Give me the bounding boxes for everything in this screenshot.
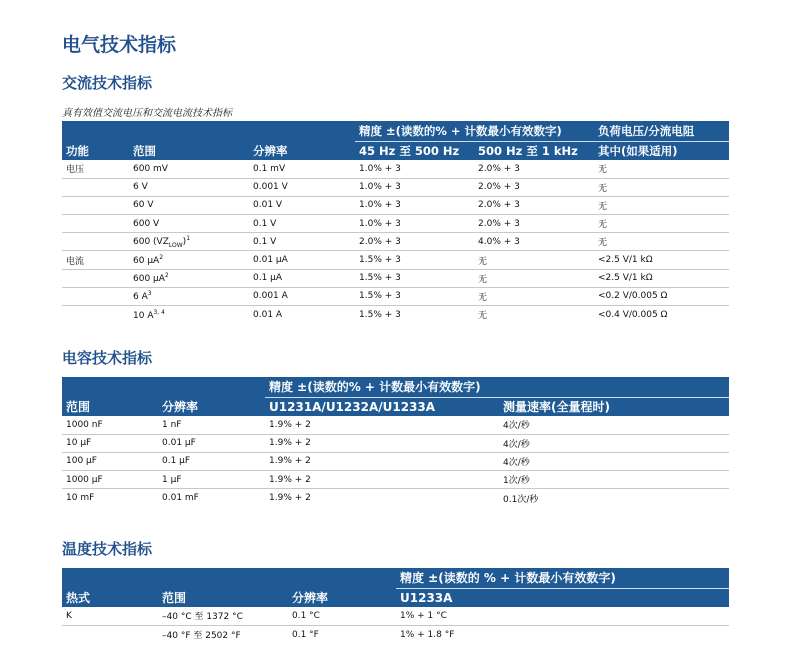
table-row: K –40 °C 至 1372 °C 0.1 °C 1% + 1 °C — [62, 607, 729, 625]
ac-col-function: 功能 — [62, 141, 129, 160]
table-row: 100 μF 0.1 μF 1.9% + 2 4次/秒 — [62, 452, 729, 470]
footnote-mark: 2 — [164, 272, 169, 280]
table-row: 1000 μF 1 μF 1.9% + 2 1次/秒 — [62, 471, 729, 489]
table-row: 电压 600 mV 0.1 mV 1.0% + 3 2.0% + 3 无 — [62, 160, 729, 178]
footnote-mark: 1 — [186, 234, 191, 242]
temp-col-thermo: 热式 — [62, 588, 158, 607]
cap-section-heading: 电容技术指标 — [62, 349, 153, 367]
ac-header-accuracy: 精度 ±(读数的% + 计数最小有效数字) — [355, 121, 594, 141]
table-row: 1000 nF 1 nF 1.9% + 2 4次/秒 — [62, 416, 729, 434]
table-row: 6 V 0.001 V 1.0% + 3 2.0% + 3 无 — [62, 178, 729, 196]
table-row: –40 °F 至 2502 °F 0.1 °F 1% + 1.8 °F — [162, 629, 455, 642]
cap-col-resolution: 分辨率 — [158, 397, 265, 416]
ac-table-subtitle: 真有效值交流电压和交流电流技术指标 — [62, 108, 232, 119]
table-row: 电流 60 $\mu A^2$ 0.01 μA 1.5% + 3 无 <2.5 V/1 kΩ — [62, 251, 729, 269]
table-row: 10 A$^{3, 4}$ 0.01 A 1.5% + 3 无 <0.4 V/0.005 Ω — [133, 308, 668, 322]
cap-spec-table — [62, 377, 729, 507]
temp-spec-table — [62, 568, 729, 643]
table-row: 10 μF 0.01 μF 1.9% + 2 4次/秒 — [62, 434, 729, 452]
temp-section-heading: 温度技术指标 — [62, 540, 153, 558]
table-row: 10 mF 0.01 mF 1.9% + 2 0.1次/秒 — [66, 493, 539, 505]
ac-header-blank — [62, 121, 129, 141]
table-row: 600 V 0.1 V 1.0% + 3 2.0% + 3 无 — [62, 215, 729, 233]
cap-col-models: U1231A/U1232A/U1233A — [265, 397, 499, 416]
table-row: 60 V 0.01 V 1.0% + 3 2.0% + 3 无 — [62, 196, 729, 214]
ac-col-45-500hz: 45 Hz 至 500 Hz — [355, 141, 474, 160]
cap-header-accuracy: 精度 ±(读数的% + 计数最小有效数字) — [265, 377, 729, 397]
page-title: 电气技术指标 — [62, 34, 177, 56]
table-row: 600 $(VZ_{LOW})^1$ 0.1 V 2.0% + 3 4.0% + 3 无 — [62, 233, 729, 251]
ac-section-heading: 交流技术指标 — [62, 74, 153, 92]
temp-col-model: U1233A — [396, 588, 729, 607]
cap-col-range: 范围 — [62, 397, 158, 416]
temp-header-accuracy: 精度 ±(读数的 % + 计数最小有效数字) — [396, 568, 729, 588]
footnote-mark: 3 — [147, 290, 152, 298]
ac-col-resolution: 分辨率 — [249, 141, 355, 160]
temp-col-range: 范围 — [158, 588, 288, 607]
ac-spec-table — [62, 121, 729, 324]
temp-col-resolution: 分辨率 — [288, 588, 396, 607]
footnote-mark: 2 — [159, 254, 164, 262]
table-row: 600 $\mu A^2$ 0.1 μA 1.5% + 3 无 <2.5 V/1 kΩ — [62, 269, 729, 287]
ac-col-burden-applicable: 其中(如果适用) — [594, 141, 729, 160]
ac-header-burden: 负荷电压/分流电阻 — [594, 121, 729, 141]
ac-col-range: 范围 — [129, 141, 249, 160]
footnote-mark: 3, 4 — [153, 308, 165, 316]
ac-col-500-1khz: 500 Hz 至 1 kHz — [474, 141, 594, 160]
cap-col-rate: 测量速率(全量程时) — [499, 397, 729, 416]
table-row: 6 $A^3$ 0.001 A 1.5% + 3 无 <0.2 V/0.005 Ω — [62, 287, 729, 305]
